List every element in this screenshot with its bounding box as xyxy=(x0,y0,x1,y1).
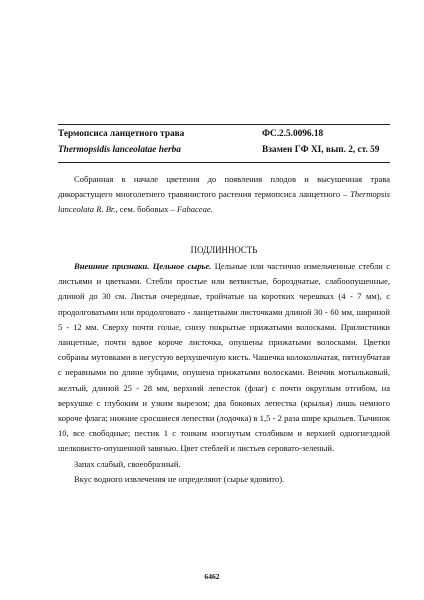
whole-raw-material-label: Цельное сырье. xyxy=(152,261,212,271)
species-name: Thermopsis lanceolata R. Br. xyxy=(58,189,390,215)
page-number: 6462 xyxy=(204,572,220,581)
monograph-replaces: Взамен ГФ XI, вып. 2, ст. 59 xyxy=(262,145,380,155)
header-top-rule xyxy=(58,124,390,125)
external-features-text: Цельные или частично измельченные стебли с листьями и цветками. Стебли простые или ветвистые, бороздчатые, слабоопушенные, длиной до 30 см. Листья очередные, тройчатые на коротких черешках (4 - 7 мм), с продолговатыми или продолговато - ланцетными листочками длиной 30 - 60 мм, шириной 5 - 12 мм. Сверху почти голые, снизу покрытые прижатыми волосками. Прилистники ланцетные, почти вдвое короче листочка, опушены прижатыми волосками. Цветки собраны мутовками в негустую верхушечную кисть. Чашечка колокольчатая, пятизубчатая с неравными по длине зубцами, опушена прижатыми волосками. Венчик мотыльковый, желтый, длиной 25 - 28 мм, верхний лепесток (флаг) с почти округлым отгибом, на верхушке с глубоким и узким вырезом; два боковых лепестка (крылья) лишь немного короче флага; нижние сросшиеся лепестки (лодочка) в 1,5 - 2 раза шире крыльев. Тычинок 10, все свободные; пестик 1 с тонким изогнутым столбиком и верхней одногнездной шелковисто-опушенной завязью. Цвет стеблей и листьев серовато-зеленый. xyxy=(58,261,391,454)
intro-paragraph xyxy=(58,172,390,218)
taste-text: Вкус водного извлечения не определяют (сырье ядовито). xyxy=(74,473,285,484)
external-features-paragraph xyxy=(58,259,390,487)
intro-text: Собранная в начале цветения до появления плодов и высушенная трава дикорастущего многолетнего травянистого растения термопсиса ланцетного – xyxy=(58,174,390,200)
intro-family-text: , сем. бобовых – xyxy=(115,204,177,215)
family-name: Fabaceae. xyxy=(176,204,213,215)
header-bottom-rule xyxy=(58,162,390,163)
section-heading: ПОДЛИННОСТЬ xyxy=(190,245,258,255)
monograph-code: ФС.2.5.0096.18 xyxy=(262,129,324,139)
monograph-title-ru: Термопсиса ланцетного трава xyxy=(58,129,185,139)
external-features-label: Внешние признаки. xyxy=(74,261,150,271)
smell-text: Запах слабый, своеобразный. xyxy=(74,458,181,469)
monograph-title-latin: Thermopsidis lanceolatae herba xyxy=(58,145,181,155)
